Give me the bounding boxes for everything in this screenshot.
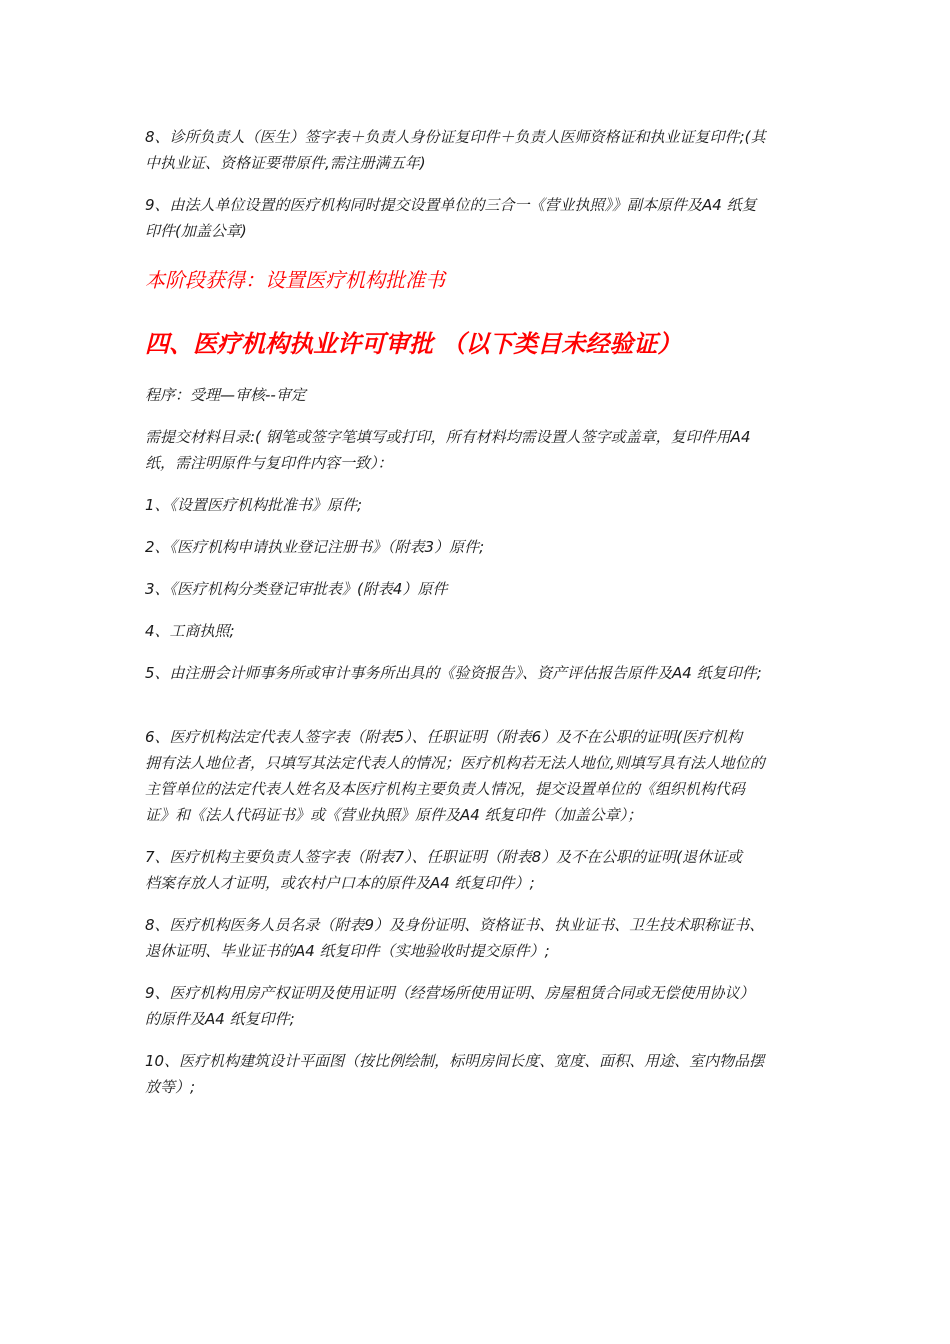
material-item-2	[145, 534, 825, 560]
text-line: 印件(加盖公章)	[145, 222, 247, 240]
text-line: 的原件及A4 纸复印件;	[145, 1010, 295, 1028]
text-line: 9、由法人单位设置的医疗机构同时提交设置单位的三合一《营业执照》》副本原件及A4 纸复	[145, 196, 757, 214]
stage-result: 本阶段获得：设置医疗机构批准书	[145, 268, 445, 292]
material-item-7	[145, 844, 825, 896]
text-line: 3、《医疗机构分类登记审批表》(附表4）原件	[145, 580, 448, 598]
text-line: 2、《医疗机构申请执业登记注册书》（附表3）原件;	[145, 538, 485, 556]
text-line: 退休证明、毕业证书的A4 纸复印件（实地验收时提交原件）;	[145, 942, 550, 960]
material-item-9	[145, 980, 825, 1032]
prior-item-9	[145, 192, 825, 244]
material-item-5	[145, 660, 825, 686]
material-item-8	[145, 912, 825, 964]
material-item-10	[145, 1048, 825, 1100]
text-line: 10、医疗机构建筑设计平面图（按比例绘制，标明房间长度、宽度、面积、用途、室内物品摆	[145, 1052, 765, 1070]
text-line: 放等）;	[145, 1078, 196, 1096]
prior-item-8	[145, 124, 825, 176]
section-heading: 四、医疗机构执业许可审批 （以下类目未经验证）	[145, 330, 682, 358]
text-line: 1、《设置医疗机构批准书》原件;	[145, 496, 363, 514]
text-line: 主管单位的法定代表人姓名及本医疗机构主要负责人情况，提交设置单位的《组织机构代码	[145, 780, 746, 798]
document-content	[145, 124, 825, 1116]
text-line: 6、医疗机构法定代表人签字表（附表5）、任职证明（附表6）及不在公职的证明(医疗机构	[145, 728, 742, 746]
text-line: 纸，需注明原件与复印件内容一致）：	[145, 454, 393, 472]
material-item-1	[145, 492, 825, 518]
text-line: 证》和《法人代码证书》或《营业执照》原件及A4 纸复印件（加盖公章）；	[145, 806, 643, 824]
text-line: 9、医疗机构用房产权证明及使用证明（经营场所使用证明、房屋租赁合同或无偿使用协议）	[145, 984, 755, 1002]
material-item-3	[145, 576, 825, 602]
text-line: 7、医疗机构主要负责人签字表（附表7）、任职证明（附表8）及不在公职的证明(退休证或	[145, 848, 742, 866]
material-item-4	[145, 618, 825, 644]
text-line: 5、由注册会计师事务所或审计事务所出具的《验资报告》、资产评估报告原件及A4 纸复印件;	[145, 664, 762, 682]
material-item-6	[145, 724, 825, 828]
materials-intro	[145, 424, 825, 476]
text-line: 中执业证、资格证要带原件,需注册满五年)	[145, 154, 426, 172]
text-line: 档案存放人才证明，或农村户口本的原件及A4 纸复印件）;	[145, 874, 535, 892]
text-line: 8、诊所负责人（医生）签字表＋负责人身份证复印件＋负责人医师资格证和执业证复印件;(其	[145, 128, 766, 146]
procedure-line: 程序：受理—审核--审定	[145, 386, 306, 404]
text-line: 4、工商执照;	[145, 622, 235, 640]
text-line: 8、医疗机构医务人员名录（附表9）及身份证明、资格证书、执业证书、卫生技术职称证书、	[145, 916, 765, 934]
text-line: 需提交材料目录:( 钢笔或签字笔填写或打印，所有材料均需设置人签字或盖章，复印件用A4	[145, 428, 751, 446]
text-line: 拥有法人地位者，只填写其法定代表人的情况；医疗机构若无法人地位,则填写具有法人地位的	[145, 754, 765, 772]
